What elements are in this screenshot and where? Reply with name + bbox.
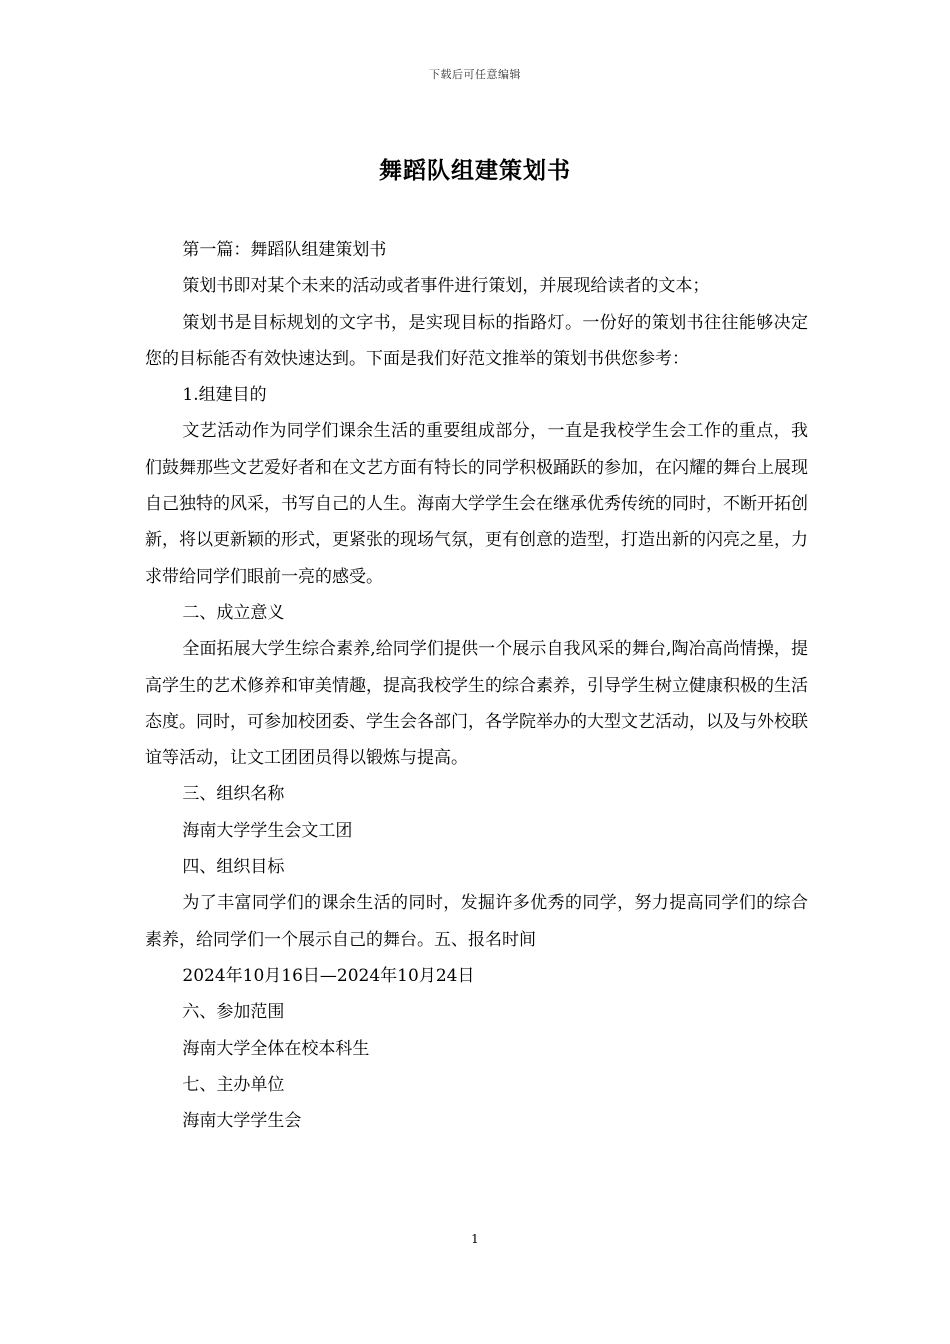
- section-heading-significance: 二、成立意义: [182, 602, 285, 623]
- paragraph-significance: 全面拓展大学生综合素养,给同学们提供一个展示自我风采的舞台,陶冶高尚情操，提高学生的艺术修养和审美情趣，提高我校学生的综合素养，引导学生树立健康积极的生活态度。同时，可参加校团委、学生会各部门，各学院举办的大型文艺活动，以及与外校联谊等活动，让文工团团员得以锻炼与提高。: [145, 639, 808, 769]
- paragraph-purpose: 文艺活动作为同学们课余生活的重要组成部分，一直是我校学生会工作的重点，我们鼓舞那些文艺爱好者和在文艺方面有特长的同学积极踊跃的参加，在闪耀的舞台上展现自己独特的风采，书写自己的人生。海南大学学生会在继承优秀传统的同时，不断开拓创新，将以更新颖的形式，更紧张的现场气氛，更有创意的造型，打造出新的闪亮之星，力求带给同学们眼前一亮的感受。: [145, 421, 808, 587]
- paragraph-organizer: 海南大学学生会: [182, 1111, 302, 1132]
- section-heading-org-name: 三、组织名称: [182, 784, 285, 805]
- document-title: 舞蹈队组建策划书: [379, 157, 571, 184]
- paragraph-chapter-heading: 第一篇：舞蹈队组建策划书: [182, 240, 387, 260]
- paragraph-intro: 策划书是目标规划的文字书，是实现目标的指路灯。一份好的策划书往往能够决定您的目标能否有效快速达到。下面是我们好范文推举的策划书供您参考：: [145, 312, 808, 369]
- section-heading-scope: 六、参加范围: [182, 1002, 285, 1023]
- paragraph-scope: 海南大学全体在校本科生: [182, 1038, 370, 1059]
- page-number: 1: [471, 1232, 479, 1246]
- header-note: 下载后可任意编辑: [429, 68, 521, 81]
- paragraph-registration-date: 2024年10月16日—2024年10月24日: [182, 965, 475, 986]
- section-heading-purpose: 1.组建目的: [182, 385, 267, 406]
- paragraph-org-name: 海南大学学生会文工团: [182, 820, 353, 841]
- section-heading-organizer: 七、主办单位: [182, 1074, 285, 1095]
- document-body: [145, 232, 808, 1139]
- paragraph-org-goal: 为了丰富同学们的课余生活的同时，发掘许多优秀的同学，努力提高同学们的综合素养，给同学们一个展示自己的舞台。五、报名时间: [145, 893, 808, 950]
- paragraph-definition: 策划书即对某个未来的活动或者事件进行策划，并展现给读者的文本；: [182, 276, 710, 297]
- section-heading-org-goal: 四、组织目标: [182, 857, 285, 878]
